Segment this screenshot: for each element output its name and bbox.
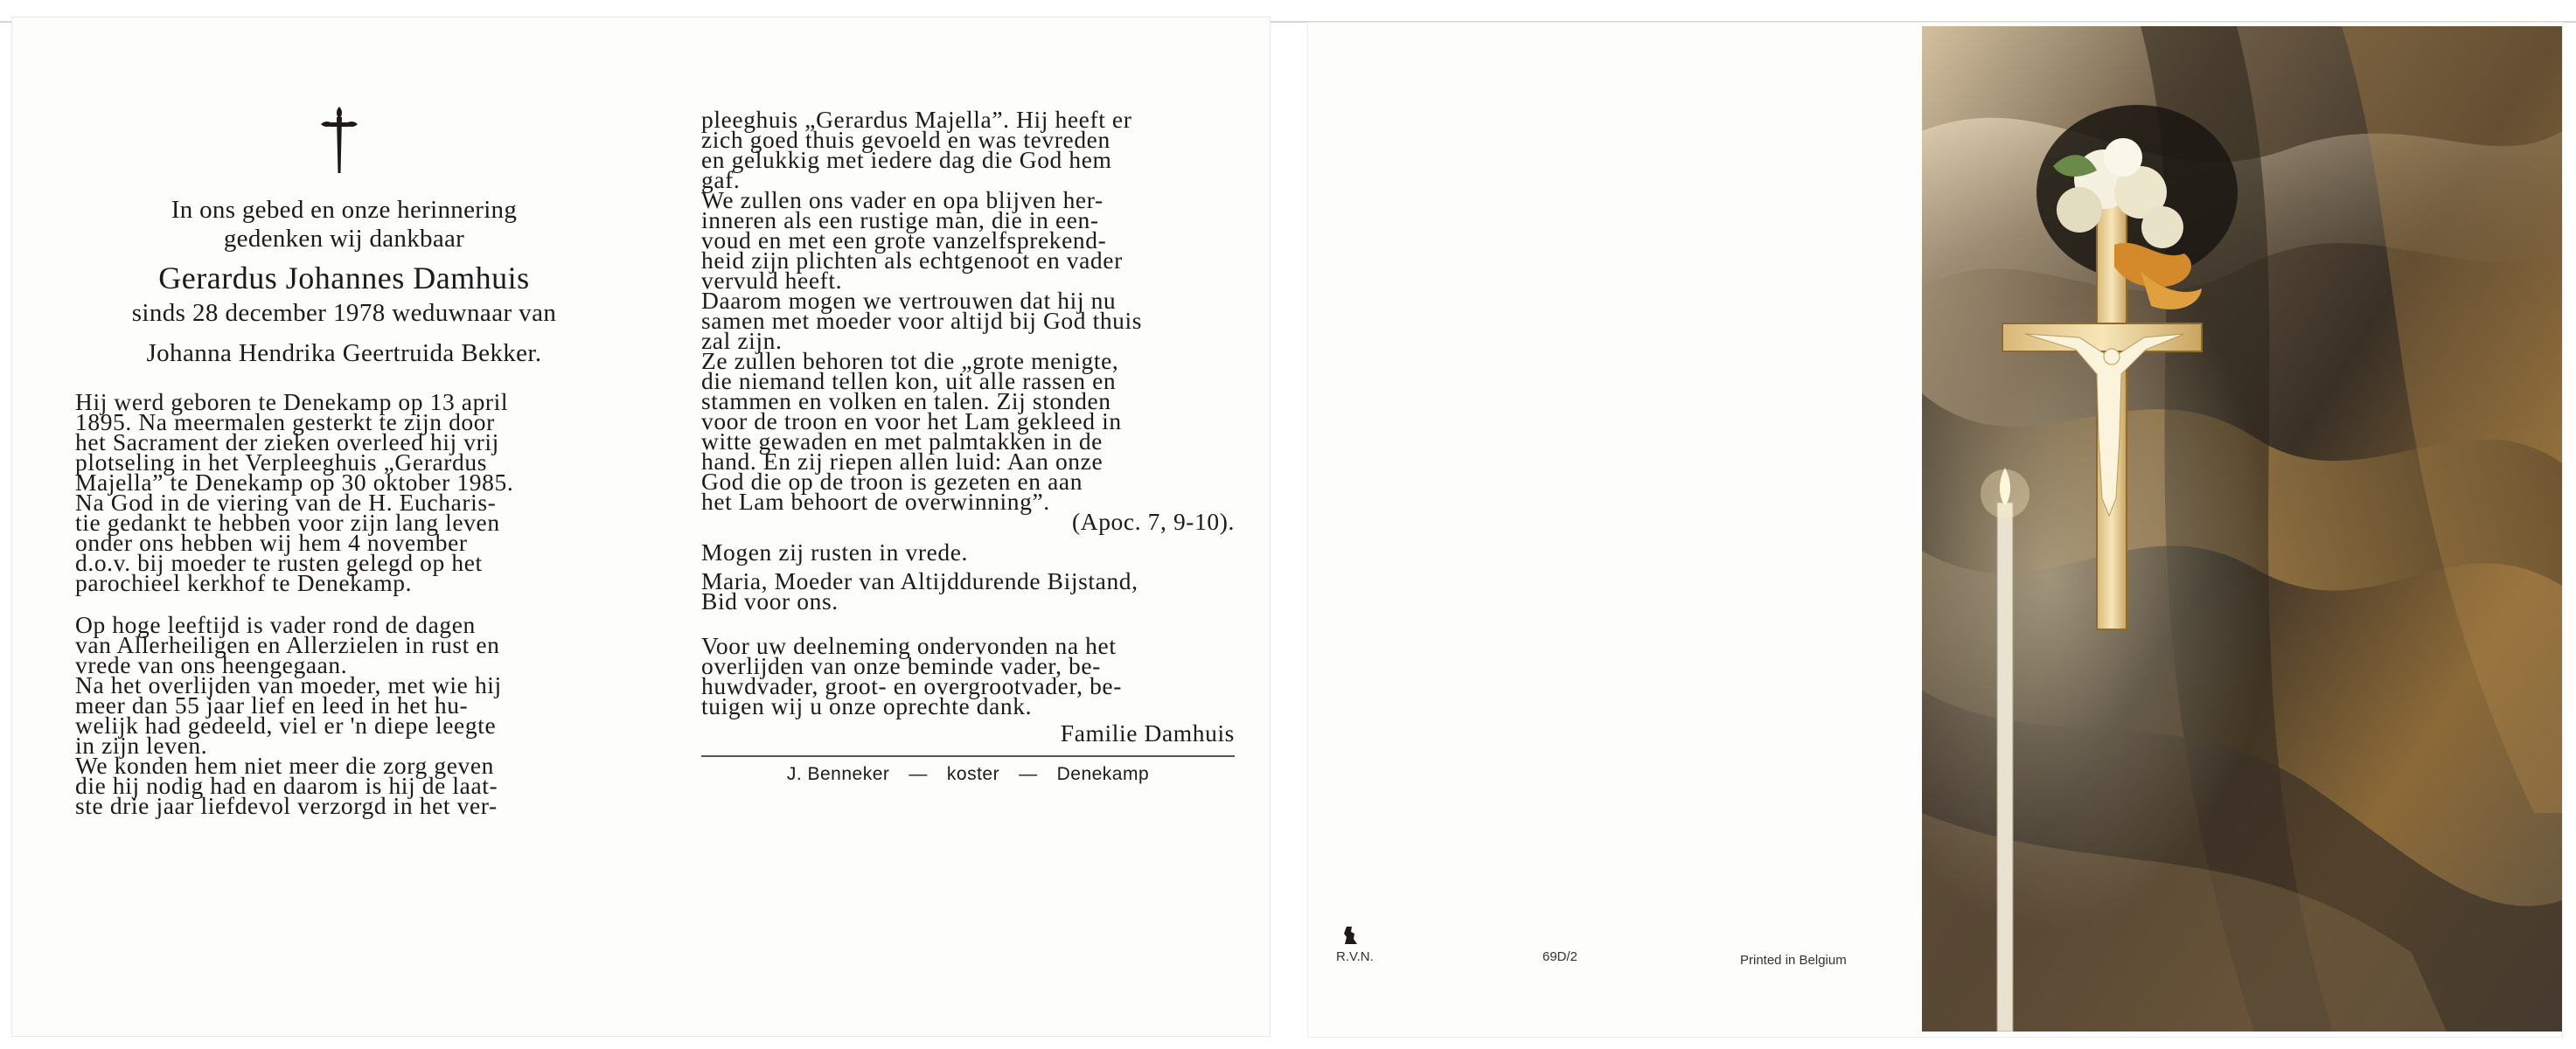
text-line: overlijden van onze beminde vader, be- — [701, 652, 1101, 679]
text-line: We zullen ons vader en opa blijven her- — [701, 186, 1104, 213]
text-line: heid zijn plichten als echtgenoot en vader — [701, 247, 1123, 274]
biography-paragraph — [75, 388, 613, 596]
text-line: zal zijn. — [701, 327, 783, 354]
text-line: meer dan 55 jaar lief en leed in het hu- — [75, 691, 469, 719]
text-line: vervuld heeft. — [701, 267, 843, 294]
text-line: Daarom mogen we vertrouwen dat hij nu — [701, 287, 1117, 314]
text-line: 1895. Na meermalen gesterkt te zijn door — [75, 408, 495, 435]
text-line: tuigen wij u onze oprechte dank. — [701, 692, 1033, 719]
intro-line-1: In ons gebed en onze herinnering — [171, 196, 518, 224]
photo-illustration — [1922, 26, 2562, 1032]
text-line: gaf. — [701, 166, 741, 193]
printer-line — [701, 764, 1235, 785]
family-signature: Familie Damhuis — [1060, 719, 1235, 747]
text-line: Na het overlijden van moeder, met wie hij — [75, 671, 502, 698]
text-line: welijk had gedeeld, viel er 'n diepe leegte — [75, 712, 497, 739]
text-line: Op hoge leeftijd is vader rond de dagen — [75, 611, 476, 638]
footer-divider — [701, 755, 1235, 757]
spouse-name: Johanna Hendrika Geertruida Bekker. — [146, 339, 542, 367]
publisher-label: R.V.N. — [1336, 949, 1374, 964]
dash-separator: — — [1019, 763, 1038, 784]
text-line: Na God in de viering van de H. Eucharis- — [75, 489, 497, 516]
text-line: plotseling in het Verpleeghuis „Gerardus — [75, 448, 488, 476]
text-line: witte gewaden en met palmtakken in de — [701, 427, 1103, 455]
text-line: d.o.v. bij moeder te rusten gelegd op het — [75, 549, 483, 576]
text-line: tie gedankt te hebben voor zijn lang leven — [75, 509, 500, 536]
text-line: voor de troon en voor het Lam gekleed in — [701, 407, 1122, 434]
text-line: vrede van ons heengegaan. — [75, 651, 348, 678]
text-line: parochieel kerkhof te Denekamp. — [75, 569, 413, 596]
text-line: die niemand tellen kon, uit alle rassen en — [701, 367, 1117, 394]
cross-icon — [317, 105, 361, 175]
text-line: zich goed thuis gevoeld en was tevreden — [701, 126, 1110, 153]
text-line: het Sacrament der zieken overleed hij vrij — [75, 428, 499, 455]
text-line: en gelukkig met iedere dag die God hem — [701, 146, 1112, 173]
prayer-line-2: Bid voor ons. — [701, 587, 839, 615]
deceased-name: Gerardus Johannes Damhuis — [158, 261, 530, 295]
text-line: van Allerheiligen en Allerzielen in rust en — [75, 631, 500, 658]
text-line: Ze zullen behoren tot die „grote menigte, — [701, 347, 1119, 374]
text-line: die hij nodig had en daarom is hij de laat- — [75, 772, 498, 799]
intro-line-2: gedenken wij dankbaar — [223, 225, 465, 253]
text-line: We konden hem niet meer die zorg geven — [75, 752, 495, 779]
text-line: stammen en volken en talen. Zij stonden — [701, 387, 1111, 414]
text-line: samen met moeder voor altijd bij God thuis — [701, 307, 1143, 334]
text-line: God die op de troon is gezeten en aan — [701, 468, 1083, 495]
text-column-right — [701, 106, 1235, 785]
text-line: onder ons hebben wij hem 4 november — [75, 529, 468, 556]
text-line: Hij werd geboren te Denekamp op 13 april — [75, 388, 509, 415]
thanks-paragraph — [701, 632, 1235, 719]
printer-role: koster — [946, 763, 1000, 784]
card-code: 69D/2 — [1542, 949, 1578, 964]
text-line: Majella” te Denekamp op 30 oktober 1985. — [75, 469, 514, 496]
prayer-line-1: Maria, Moeder van Altijddurende Bijstand, — [701, 567, 1138, 594]
text-line: pleeghuis „Gerardus Majella”. Hij heeft er — [701, 106, 1132, 133]
text-line: in zijn leven. — [75, 732, 208, 759]
text-line: Voor uw deelneming ondervonden na het — [701, 632, 1117, 659]
publisher-logo-icon — [1341, 925, 1359, 948]
printer-name: J. Benneker — [786, 763, 890, 784]
bible-citation: (Apoc. 7, 9-10). — [1071, 508, 1235, 535]
dash-separator: — — [909, 763, 928, 784]
printer-place: Denekamp — [1056, 763, 1150, 784]
text-line: ste drie jaar liefdevol verzorgd in het ver- — [75, 792, 498, 819]
widower-since-line: sinds 28 december 1978 weduwnaar van — [131, 299, 557, 327]
cross-and-candle-photo — [1922, 26, 2562, 1032]
text-line: voud en met een grote vanzelfsprekend- — [701, 226, 1107, 254]
text-line: het Lam behoort de overwinning”. — [701, 488, 1050, 515]
text-column-left — [75, 105, 613, 819]
text-line: hand. En zij riepen allen luid: Aan onze — [701, 448, 1104, 475]
memorial-card-text-side — [12, 17, 1270, 1036]
printed-in-label: Printed in Belgium — [1740, 953, 1847, 968]
remembrance-paragraph — [75, 611, 613, 819]
continuation-paragraph — [701, 106, 1235, 515]
text-line: huwdvader, groot- en overgrootvader, be- — [701, 672, 1122, 699]
rest-in-peace-line: Mogen zij rusten in vrede. — [701, 538, 969, 566]
text-line: inneren als een rustige man, die in een- — [701, 206, 1099, 233]
